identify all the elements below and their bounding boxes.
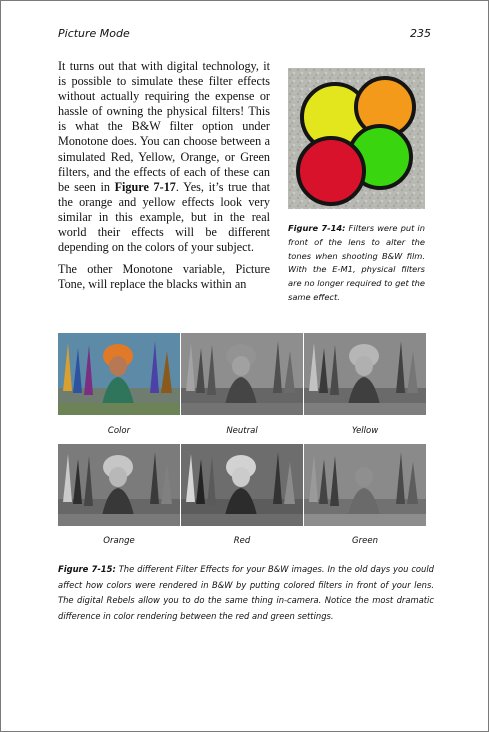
body-paragraph-2: The other Monotone variable, Picture Tone, will replace the blacks within an: [58, 262, 270, 292]
label-neutral: Neutral: [226, 426, 258, 436]
label-red: Red: [233, 536, 251, 546]
photo-green: [304, 444, 426, 526]
red-filter: [298, 138, 364, 204]
figure-7-14-text: Filters were put in front of the lens to alter the tones when shooting B&W film. With the E-M1, physical filters are no longer required to get the same effect.: [288, 223, 425, 302]
filters-photo: [288, 68, 425, 209]
figure-7-15-text: The different Filter Effects for your B&W images. In the old days you could affect how colors were rendered in B&W by putting colored filters in front of your lens. The digital Rebels allow you to do the same thing in-camera. Notice the most dramatic difference in color rendering between the red and green settings.: [58, 564, 434, 621]
figure-7-14-label: Figure 7-14:: [288, 223, 346, 233]
label-color: Color: [107, 426, 131, 436]
body-paragraph-1: [58, 59, 270, 255]
page-number: 235: [410, 27, 431, 40]
figure-reference: Figure 7-17: [114, 179, 176, 194]
photo-neutral: [181, 333, 303, 415]
running-header-title: Picture Mode: [58, 27, 130, 40]
photo-red: [181, 444, 303, 526]
label-green: Green: [352, 536, 378, 546]
figure-7-14-caption: [288, 222, 425, 305]
figure-7-15-caption: [58, 562, 434, 624]
body-text: [58, 59, 270, 299]
photo-yellow: [304, 333, 426, 415]
figure-7-15-label: Figure 7-15:: [58, 564, 116, 574]
photo-color: [58, 333, 180, 415]
label-orange: Orange: [103, 536, 135, 546]
label-yellow: Yellow: [351, 426, 379, 436]
paragraph-1-text-a: It turns out that with digital technology, it is possible to simulate these filter effects without actually requiring the expense or hassle of owning the physical filters! This is what the B&W filter option under Monotone does. You can choose between a simulated Red, Yellow, Orange, or Green filters, and the effects of each of these can be seen in: [58, 59, 270, 194]
colored-filters-image: [288, 68, 425, 209]
paragraph-1-text-b: . Yes, it’s true that the orange and yellow effects look very similar in this example, but in the real world their effects will be different depending on the colors of your subject.: [58, 179, 270, 255]
photo-orange: [58, 444, 180, 526]
